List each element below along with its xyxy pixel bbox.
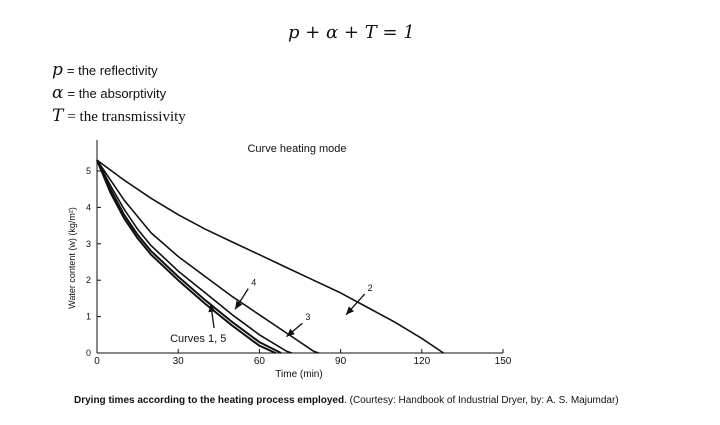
series-line-3 bbox=[97, 160, 319, 353]
y-tick-label: 0 bbox=[85, 348, 91, 358]
definition-symbol: T bbox=[52, 106, 64, 126]
chart-title: Curve heating mode bbox=[247, 143, 347, 155]
equation: p + α + T = 1 bbox=[288, 22, 415, 43]
x-tick-label: 0 bbox=[94, 356, 100, 367]
series-line-1 bbox=[97, 160, 276, 353]
definition-text: = the reflectivity bbox=[66, 63, 158, 78]
definition-text: = the transmissivity bbox=[67, 109, 186, 125]
x-tick-label: 150 bbox=[494, 356, 512, 367]
annotation-label: 4 bbox=[251, 277, 257, 288]
y-tick-label: 5 bbox=[85, 166, 91, 176]
annotation-layer bbox=[170, 278, 373, 345]
y-tick-label: 2 bbox=[85, 275, 91, 286]
annotation-label: 2 bbox=[367, 283, 373, 294]
caption-rest: . (Courtesy: Handbook of Industrial Dryer, by: A. S. Majumdar) bbox=[344, 395, 619, 406]
annotation-label: Curves 1, 5 bbox=[170, 333, 227, 346]
caption-bold: Drying times according to the heating process employed bbox=[74, 395, 345, 406]
y-tick-label: 3 bbox=[85, 238, 91, 249]
x-tick-label: 30 bbox=[172, 356, 184, 367]
series-line-2 bbox=[97, 160, 444, 353]
y-tick-label: 4 bbox=[85, 202, 91, 213]
x-axis-label: Time (min) bbox=[275, 369, 323, 380]
definition-text: = the absorptivity bbox=[67, 86, 167, 101]
series-layer bbox=[97, 160, 444, 353]
x-tick-label: 60 bbox=[253, 356, 265, 367]
annotation-label: 3 bbox=[305, 312, 311, 323]
figure-caption bbox=[74, 395, 619, 406]
definition-symbol: α bbox=[52, 83, 64, 103]
x-tick-label: 120 bbox=[413, 356, 431, 367]
y-axis-label: Water content (w) (kg/m²) bbox=[67, 207, 77, 309]
series-line-5 bbox=[97, 160, 281, 353]
x-tick-label: 90 bbox=[335, 356, 347, 367]
y-tick-label: 1 bbox=[85, 311, 91, 322]
definition-symbol: p bbox=[52, 60, 63, 80]
